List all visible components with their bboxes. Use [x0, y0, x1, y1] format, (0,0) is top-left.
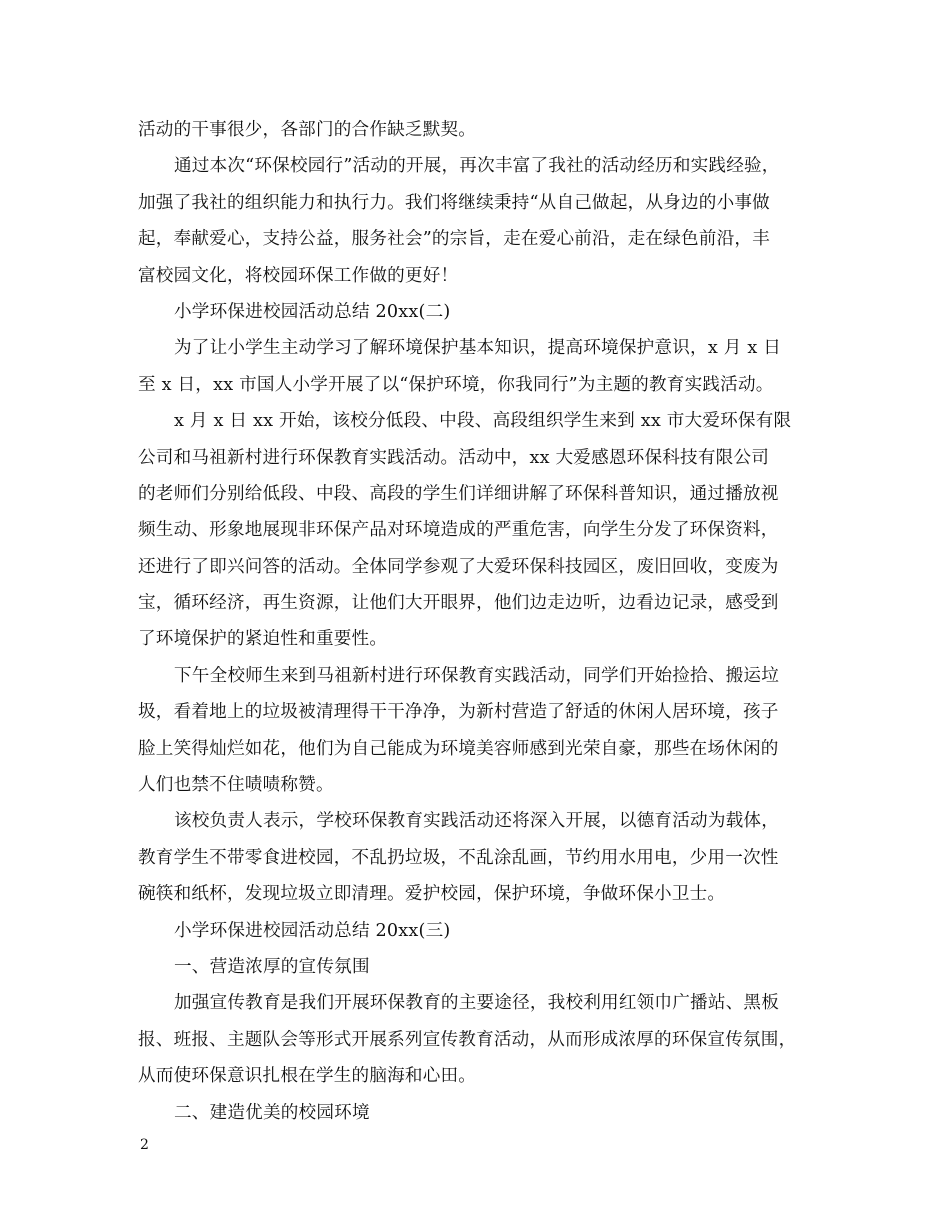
paragraph-line: x 月 x 日 xx 开始，该校分低段、中段、高段组织学生来到 xx 市大爱环保有限	[174, 411, 792, 432]
paragraph-line: 通过本次“环保校园行”活动的开展，再次丰富了我社的活动经历和实践经验，	[174, 156, 780, 177]
paragraph-line: 从而使环保意识扎根在学生的脑海和心田。	[138, 1066, 477, 1087]
paragraph-line: 公司和马祖新村进行环保教育实践活动。活动中，xx 大爱感恩环保科技有限公司	[138, 447, 770, 468]
paragraph-line: 富校园文化，将校园环保工作做的更好！	[138, 265, 459, 286]
paragraph-line: 该校负责人表示，学校环保教育实践活动还将深入开展，以德育活动为载体，	[174, 811, 779, 832]
paragraph-line: 起，奉献爱心，支持公益，服务社会”的宗旨，走在爱心前沿，走在绿色前沿，丰	[138, 229, 770, 250]
subheading: 一、营造浓厚的宣传氛围	[174, 956, 370, 977]
paragraph-line: 圾，看着地上的垃圾被清理得干干净净，为新村营造了舒适的休闲人居环境，孩子	[138, 702, 779, 723]
paragraph-line: 下午全校师生来到马祖新村进行环保教育实践活动，同学们开始捡拾、搬运垃	[174, 665, 779, 686]
section-heading: 小学环保进校园活动总结 20xx(二)	[174, 301, 451, 322]
page-number: 2	[140, 1137, 149, 1153]
paragraph-line: 报、班报、主题队会等形式开展系列宣传教育活动，从而形成浓厚的环保宣传氛围，	[138, 1029, 797, 1050]
paragraph-line: 频生动、形象地展现非环保产品对环境造成的严重危害，向学生分发了环保资料，	[138, 520, 779, 541]
paragraph-line: 碗筷和纸杯，发现垃圾立即清理。爱护校园，保护环境，争做环保小卫士。	[138, 884, 726, 905]
document-page	[138, 112, 814, 1131]
section-heading: 小学环保进校园活动总结 20xx(三)	[174, 920, 451, 941]
paragraph-line: 了环境保护的紧迫性和重要性。	[138, 629, 388, 650]
paragraph-line: 活动的干事很少，各部门的合作缺乏默契。	[138, 120, 477, 140]
paragraph-line: 还进行了即兴问答的活动。全体同学参观了大爱环保科技园区，废旧回收，变废为	[138, 556, 779, 577]
paragraph-line: 宝，循环经济，再生资源，让他们大开眼界，他们边走边听，边看边记录，感受到	[138, 593, 779, 614]
paragraph-line: 教育学生不带零食进校园，不乱扔垃圾，不乱涂乱画，节约用水用电，少用一次性	[138, 847, 779, 868]
paragraph-line: 的老师们分别给低段、中段、高段的学生们详细讲解了环保科普知识，通过播放视	[138, 483, 779, 504]
subheading: 二、建造优美的校园环境	[174, 1102, 370, 1123]
paragraph-line: 脸上笑得灿烂如花，他们为自己能成为环境美容师感到光荣自豪，那些在场休闲的	[138, 738, 779, 759]
paragraph-line: 至 x 日，xx 市国人小学开展了以“保护环境，你我同行”为主题的教育实践活动。	[138, 374, 774, 395]
paragraph-line: 人们也禁不住啧啧称赞。	[138, 775, 334, 796]
paragraph-line: 加强宣传教育是我们开展环保教育的主要途径，我校利用红领巾广播站、黑板	[174, 993, 779, 1014]
paragraph-line: 为了让小学生主动学习了解环境保护基本知识，提高环境保护意识，x 月 x 日	[174, 338, 782, 359]
paragraph-line: 加强了我社的组织能力和执行力。我们将继续秉持“从自己做起，从身边的小事做	[138, 192, 770, 213]
